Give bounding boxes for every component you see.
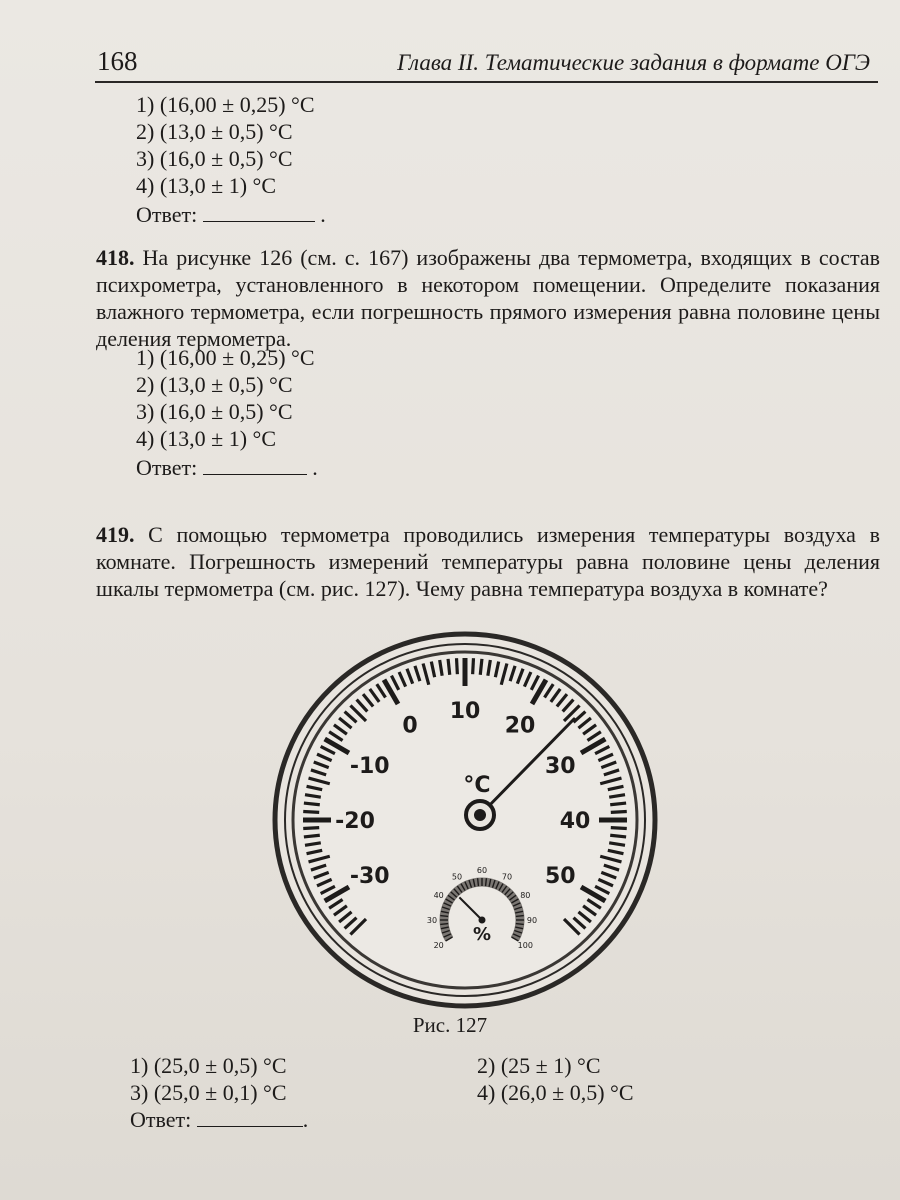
task-number: 418. — [96, 245, 135, 270]
task-419-answer: Ответ: . — [130, 1107, 309, 1132]
temperature-tick — [610, 835, 626, 837]
answer-blank[interactable] — [197, 1108, 303, 1127]
humidity-tick — [516, 916, 524, 917]
humidity-tick — [440, 924, 448, 925]
answer-label: Ответ: — [136, 455, 198, 480]
humidity-tick — [516, 924, 524, 925]
humidity-label: 60 — [476, 866, 488, 875]
temperature-tick — [303, 812, 319, 813]
temperature-label: -30 — [349, 864, 390, 889]
task-418 — [96, 244, 880, 352]
task-418-option-1: 1) (16,00 ± 0,25) °C — [136, 345, 315, 370]
task-419-option-2: 2) (25 ± 1) °C — [477, 1053, 601, 1078]
humidity-unit: % — [472, 924, 492, 945]
humidity-label: 90 — [526, 916, 538, 925]
option-prev-3: 3) (16,0 ± 0,5) °C — [136, 146, 293, 171]
humidity-label: 100 — [517, 941, 533, 950]
humidity-label: 70 — [501, 872, 513, 882]
option-prev-4: 4) (13,0 ± 1) °C — [136, 173, 277, 198]
temperature-label: 0 — [402, 713, 418, 739]
task-419-option-1: 1) (25,0 ± 0,5) °C — [130, 1053, 287, 1078]
humidity-label: 50 — [451, 872, 463, 882]
answer-label: Ответ: — [136, 202, 198, 227]
task-419-option-3: 3) (25,0 ± 0,1) °C — [130, 1080, 287, 1105]
figure-caption: Рис. 127 — [412, 1013, 488, 1037]
humidity-tick — [486, 878, 487, 886]
temperature-tick — [304, 835, 320, 837]
chapter-title: Глава II. Тематические задания в формате ОГЭ — [397, 50, 870, 75]
temperature-label: 50 — [544, 864, 576, 889]
temperature-tick — [611, 828, 627, 829]
answer-label: Ответ: — [130, 1107, 192, 1132]
humidity-tick — [440, 916, 448, 917]
humidity-hub — [479, 917, 486, 924]
task-418-option-2: 2) (13,0 ± 0,5) °C — [136, 372, 293, 397]
option-prev-2: 2) (13,0 ± 0,5) °C — [136, 119, 293, 144]
task-text: На рисунке 126 (см. с. 167) изображены два термометра, входящих в состав психрометра, установленного в некотором помещении. Определите показания влажного термометра, если погрешность прямого измерения равна половине цены деления термометра. — [96, 245, 881, 351]
temperature-label: -20 — [335, 809, 375, 834]
humidity-label: 30 — [426, 916, 438, 925]
temperature-label: 20 — [504, 713, 536, 739]
temperature-tick — [303, 828, 319, 829]
answer-blank[interactable] — [203, 456, 307, 475]
humidity-tick — [478, 878, 479, 886]
temperature-tick — [457, 658, 458, 674]
task-text: С помощью термометра проводились измерения температуры воздуха в комнате. Погрешность измерений температуры равна половине цены деления шкалы термометра (см. рис. 127). Чему равна температура воздуха в комнате? — [96, 522, 880, 601]
temperature-tick — [610, 803, 626, 805]
humidity-label: 80 — [520, 891, 531, 900]
task-418-answer: Ответ: . — [136, 455, 318, 480]
dial-thermometer — [270, 628, 660, 1013]
humidity-label: 40 — [433, 891, 444, 900]
temperature-tick — [304, 803, 320, 805]
task-419 — [96, 521, 880, 602]
answer-blank[interactable] — [203, 203, 315, 222]
temperature-label: 30 — [544, 754, 576, 779]
temperature-label: 40 — [559, 809, 591, 834]
temperature-tick — [473, 658, 474, 674]
task-419-option-4: 4) (26,0 ± 0,5) °C — [477, 1080, 634, 1105]
header-rule — [95, 81, 878, 83]
task-number: 419. — [96, 522, 135, 547]
needle-hub-center — [474, 809, 486, 821]
temperature-label: 10 — [449, 699, 481, 724]
temperature-tick — [480, 659, 482, 675]
temperature-tick — [448, 659, 450, 675]
option-prev-1: 1) (16,00 ± 0,25) °C — [136, 92, 315, 117]
page-number: 168 — [97, 46, 138, 76]
unit-label: °C — [463, 773, 491, 798]
temperature-tick — [611, 812, 627, 813]
answer-prev: Ответ: . — [136, 202, 326, 227]
task-418-option-4: 4) (13,0 ± 1) °C — [136, 426, 277, 451]
task-418-option-3: 3) (16,0 ± 0,5) °C — [136, 399, 293, 424]
humidity-label: 20 — [433, 941, 444, 950]
temperature-label: -10 — [349, 754, 390, 779]
